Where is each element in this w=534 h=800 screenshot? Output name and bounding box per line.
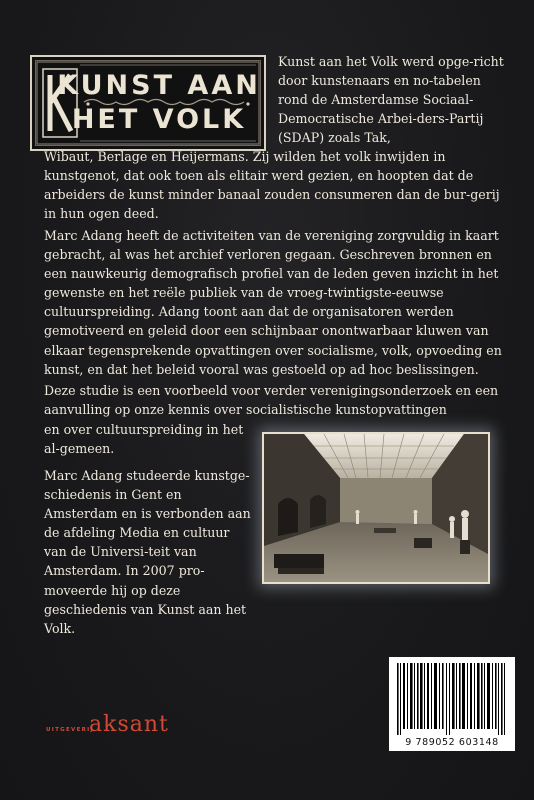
- isbn-barcode: [389, 657, 515, 751]
- logo-line-1: KUNST AAN: [57, 70, 261, 101]
- publisher-name: aksant: [89, 712, 169, 737]
- barcode-bars: [389, 657, 515, 737]
- intro-paragraph-bottom: Wibaut, Berlage en Heijermans. Zij wilden het volk inwijden in kunstgenot, dat ook toen als elitair werd gezien, en hoopten dat de arbeiders de kunst minder banaal zouden consumeren dan de bur-gerij in hun ogen deed.: [44, 149, 500, 222]
- study-paragraph: Deze studie is een voorbeeld voor verder verenigingsonderzoek en een aanvulling op onze kennis over socialistische kunstopvattingen: [44, 383, 499, 418]
- kunst-aan-het-volk-logo: [30, 55, 266, 151]
- intro-paragraph-top: Kunst aan het Volk werd opge-richt door kunstenaars en no-tabelen rond de Amsterdamse Sociaal-Democratische Arbei-ders-Partij (SDAP) zoals Tak,: [278, 54, 504, 146]
- publisher-label: UITGEVERIJ: [46, 727, 94, 733]
- isbn-number: 9 789052 603148: [405, 737, 499, 748]
- activities-paragraph: Marc Adang heeft de activiteiten van de vereniging zorgvuldig in kaart gebracht, al was het archief verloren gegaan. Geschreven bronnen en een nauwkeurig demografisch profiel van de leden geven inzicht in het gewenste en het reële publiek van de vroeg-twintigste-eeuwse cultuurspreiding. Adang toont aan dat de organisatoren werden gemotiveerd en geleid door een schijnbaar onontwarbaar kluwen van elkaar tegensprekende opvattingen over socialisme, volk, opvoeding en kunst, en dat het beleid vooral was gestoeld op ad hoc beslissingen.: [44, 228, 502, 377]
- logo-line-2: HET VOLK: [71, 104, 247, 135]
- study-paragraph-continued: en over cultuurspreiding in het al-gemeen.: [44, 422, 244, 457]
- author-paragraph: Marc Adang studeerde kunstge-schiedenis in Gent en Amsterdam en is verbonden aan de afdeling Media en cultuur van de Universi-teit van Amsterdam. In 2007 pro-moveerde hij op deze geschiedenis van Kunst aan het Volk.: [44, 468, 251, 636]
- museum-hall-photo: [262, 432, 490, 584]
